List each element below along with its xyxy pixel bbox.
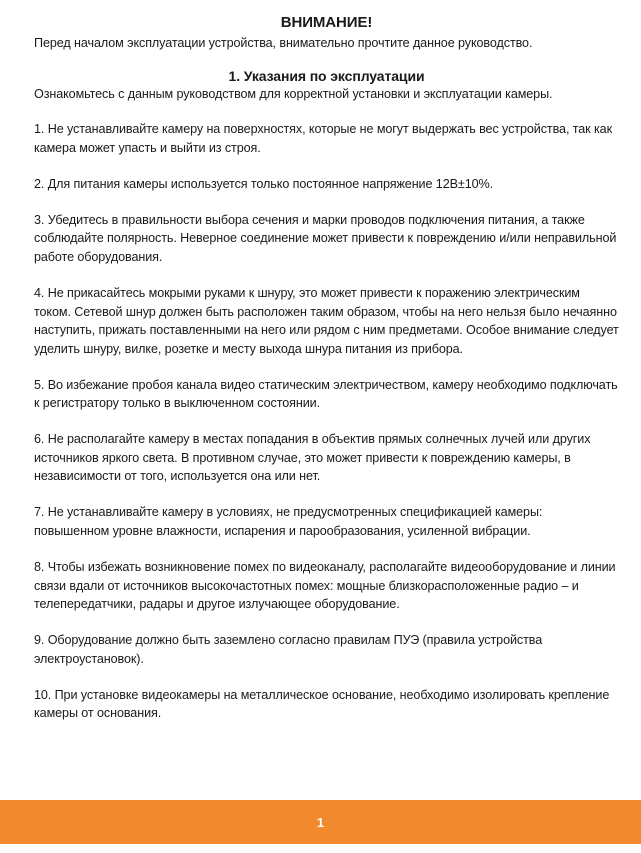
section-intro: Ознакомьтесь с данным руководством для корректной установки и эксплуатации камеры.: [34, 86, 553, 101]
list-item-2: 2. Для питания камеры используется только постоянное напряжение 12В±10%.: [34, 176, 494, 191]
footer-bar: [0, 800, 641, 844]
intro-text: Перед началом эксплуатации устройства, внимательно прочтите данное руководство.: [34, 36, 533, 50]
list-item-8: 8. Чтобы избежать возникновение помех по видеоканалу, располагайте видеооборудование и линии связи вдали от источников высокочастотных помех: мощные близкорасположенные радио – и телепередатчики, радары и другое излучающее оборудование.: [34, 560, 616, 612]
page-title: ВНИМАНИЕ!: [280, 14, 373, 31]
list-item-9: 9. Оборудование должно быть заземлено согласно правилам ПУЭ (правила устройства электроустановок).: [34, 633, 543, 666]
list-item-6: 6. Не располагайте камеру в местах попадания в объектив прямых солнечных лучей или других источников яркого света. В противном случае, это может привести к повреждению камеры, в независимости от того, используется она или нет.: [34, 432, 591, 484]
list-item-10: 10. При установке видеокамеры на металлическое основание, необходимо изолировать крепление камеры от основания.: [34, 687, 610, 721]
document-body: [34, 14, 619, 740]
page-number: 1: [316, 814, 325, 830]
list-item-4: 4. Не прикасайтесь мокрыми руками к шнуру, это может привести к поражению электрическим током. Сетевой шнур должен быть расположен таким образом, чтобы на него нельзя было нечаянно наступить, прижать поставленными на него или рядом с ним предметами. Особое внимание следует уделить шнуру, вилке, розетке и месту выхода шнура питания из прибора.: [34, 285, 619, 356]
list-item-3: 3. Убедитесь в правильности выбора сечения и марки проводов подключения питания, а также соблюдайте полярность. Неверное соединение может привести к повреждению и/или неправильной работе оборудования.: [34, 212, 617, 264]
section-title: 1. Указания по эксплуатации: [228, 67, 425, 84]
list-item-5: 5. Во избежание пробоя канала видео статическим электричеством, камеру необходимо подключать к регистратору только в выключенном состоянии.: [34, 377, 618, 411]
list-item-1: 1. Не устанавливайте камеру на поверхностях, которые не могут выдержать вес устройства, так как камера может упасть и выйти из строя.: [34, 122, 612, 155]
list-item-7: 7. Не устанавливайте камеру в условиях, не предусмотренных спецификацией камеры: повышенном уровне влажности, испарения и парообразования, усиленной вибрации.: [34, 505, 543, 539]
